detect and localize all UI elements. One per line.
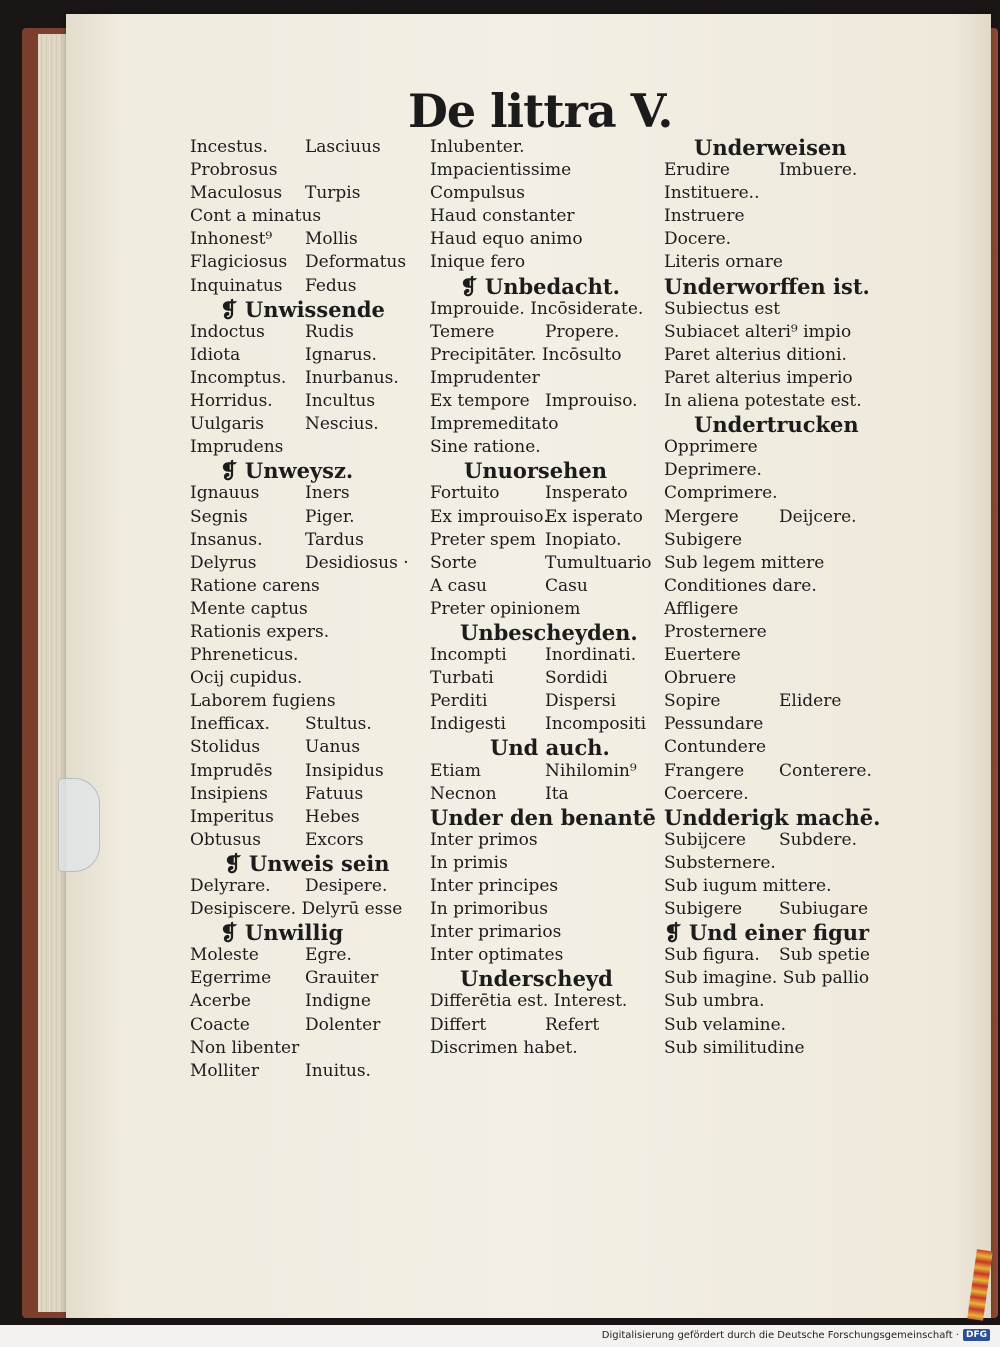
- entry-synonym: Propere.: [545, 321, 620, 342]
- section-heading: ❡ Unweis sein: [224, 850, 390, 876]
- bookmark-clip: [58, 778, 100, 872]
- entry-word: Sine ratione.: [430, 437, 541, 458]
- entry-line: [190, 575, 420, 598]
- entry-line: [664, 990, 894, 1013]
- entry-line: [190, 1037, 420, 1060]
- entry-synonym: Incultus: [305, 391, 376, 412]
- entry-word: Imprudēs: [190, 760, 273, 781]
- entry-line: [664, 159, 894, 182]
- entry-line: [190, 736, 420, 759]
- entry-word: Literis ornare: [664, 252, 783, 273]
- entry-synonym: Lasciuus: [305, 137, 381, 157]
- entry-word: Coercere.: [664, 783, 749, 804]
- entry-synonym: Egre.: [305, 945, 352, 966]
- entry-synonym: Grauiter: [305, 968, 379, 989]
- entry-line: [190, 713, 420, 736]
- entry-line: [430, 390, 662, 413]
- section-heading: Undderigk machē.: [664, 804, 881, 830]
- entry-word: Paret alterius imperio: [664, 367, 853, 388]
- entry-word: Sub figura.: [664, 945, 760, 966]
- page-title: De littra V.: [408, 84, 673, 138]
- entry-line: [430, 829, 662, 852]
- section-heading: Undertrucken: [694, 412, 859, 438]
- entry-line: [430, 1037, 662, 1060]
- entry-line: [664, 390, 894, 413]
- entry-line: [664, 644, 894, 667]
- entry-word: Incomptus.: [190, 367, 287, 388]
- entry-word: Ratione carens: [190, 575, 320, 596]
- entry-line: [190, 275, 420, 298]
- entry-word: Docere.: [664, 229, 732, 250]
- section-heading: Under den benantē: [430, 804, 656, 830]
- entry-line: [664, 228, 894, 251]
- section-heading: ❡ Unwillig: [220, 920, 344, 946]
- entry-word: Sub iugum mittere.: [664, 876, 832, 896]
- entry-line: [430, 529, 662, 552]
- entry-line: [190, 506, 420, 529]
- entry-word: Haud equo animo: [430, 229, 583, 250]
- entry-line: [430, 875, 662, 898]
- entry-synonym: Deijcere.: [779, 506, 857, 527]
- section-heading: Underscheyd: [460, 966, 613, 992]
- entry-line: [430, 182, 662, 205]
- entry-synonym: Casu: [545, 575, 588, 596]
- entry-synonym: Inurbanus.: [305, 367, 399, 388]
- entry-word: Inhonest⁹: [190, 229, 273, 250]
- entry-word: Sub similitudine: [664, 1037, 805, 1058]
- entry-line: [664, 783, 894, 806]
- entry-synonym: Elidere: [779, 691, 842, 712]
- entry-synonym: Inuitus.: [305, 1060, 371, 1081]
- entry-line: [664, 736, 894, 759]
- entry-line: [664, 182, 894, 205]
- entry-line: [664, 713, 894, 736]
- entry-line: [430, 367, 662, 390]
- entry-line: [430, 506, 662, 529]
- entry-line: [664, 944, 894, 967]
- entry-line: [430, 760, 662, 783]
- entry-line: [664, 321, 894, 344]
- entry-word: Impremeditato: [430, 414, 559, 435]
- section-heading: Und auch.: [490, 735, 610, 761]
- entry-synonym: Sordidi: [545, 668, 608, 689]
- entry-word: Pessundare: [664, 714, 764, 735]
- entry-synonym: Ita: [545, 783, 569, 804]
- entry-line: [664, 875, 894, 898]
- entry-word: Insanus.: [190, 529, 263, 550]
- entry-line: [190, 321, 420, 344]
- entry-line: [190, 898, 420, 921]
- entry-synonym: Subiugare: [779, 899, 869, 920]
- entry-word: Indigesti: [430, 714, 506, 735]
- entry-line: [430, 921, 662, 944]
- entry-line: [190, 205, 420, 228]
- entry-synonym: Incompositi: [545, 714, 647, 735]
- section-heading: Unuorsehen: [464, 458, 608, 484]
- entry-word: Probrosus: [190, 160, 278, 181]
- entry-line: [430, 159, 662, 182]
- entry-word: Subigere: [664, 529, 743, 550]
- entry-line: [664, 205, 894, 228]
- entry-line: [664, 1037, 894, 1060]
- entry-word: Paret alterius ditioni.: [664, 344, 847, 365]
- entry-line: [190, 990, 420, 1013]
- entry-line: [664, 436, 894, 459]
- entry-line: [664, 621, 894, 644]
- entry-line: [190, 228, 420, 251]
- entry-word: Cont a minatus: [190, 206, 322, 227]
- entry-word: Improuide. Incōsiderate.: [430, 298, 644, 319]
- entry-synonym: Stultus.: [305, 714, 372, 735]
- entry-word: Instruere: [664, 206, 745, 227]
- entry-word: Opprimere: [664, 437, 758, 458]
- entry-word: Ex tempore: [430, 391, 530, 412]
- entry-word: Comprimere.: [664, 483, 778, 504]
- entry-synonym: Fatuus: [305, 783, 364, 804]
- entry-word: Fortuito: [430, 483, 500, 504]
- entry-word: Inter principes: [430, 876, 559, 896]
- entry-synonym: Improuiso.: [545, 391, 638, 412]
- entry-line: [664, 251, 894, 274]
- entry-synonym: Imbuere.: [779, 160, 858, 181]
- entry-line: [664, 667, 894, 690]
- entry-line: [664, 529, 894, 552]
- entry-line: [664, 298, 894, 321]
- entry-synonym: Rudis: [305, 321, 354, 342]
- entry-word: Mergere: [664, 506, 739, 527]
- entry-synonym: Indigne: [305, 991, 371, 1012]
- entry-word: Substernere.: [664, 852, 776, 873]
- entry-synonym: Iners: [305, 483, 350, 504]
- entry-synonym: Dolenter: [305, 1014, 381, 1035]
- entry-word: Maculosus: [190, 183, 283, 204]
- entry-word: In primoribus: [430, 899, 548, 920]
- entry-line: [664, 967, 894, 990]
- entry-word: Obruere: [664, 668, 737, 689]
- entry-line: [664, 506, 894, 529]
- entry-line: [430, 783, 662, 806]
- entry-word: Stolidus: [190, 737, 261, 758]
- entry-word: Inique fero: [430, 252, 526, 273]
- entry-word: Uulgaris: [190, 414, 265, 435]
- section-heading: Underworffen ist.: [664, 273, 870, 299]
- entry-synonym: Tardus: [305, 529, 364, 550]
- section-heading: ❡ Unwissende: [220, 296, 385, 322]
- entry-word: Coacte: [190, 1014, 250, 1035]
- entry-line: [430, 251, 662, 274]
- entry-line: [190, 251, 420, 274]
- entry-synonym: Deformatus: [305, 252, 407, 273]
- entry-word: Non libenter: [190, 1037, 300, 1058]
- entry-line: [190, 436, 420, 459]
- entry-line: [430, 205, 662, 228]
- entry-line: [664, 852, 894, 875]
- entry-word: Imprudens: [190, 437, 284, 458]
- entry-line: [664, 829, 894, 852]
- entry-word: Inter primos: [430, 829, 538, 850]
- entry-line: [190, 783, 420, 806]
- entry-line: [430, 136, 662, 159]
- entry-synonym: Mollis: [305, 229, 358, 250]
- entry-word: Ocij cupidus.: [190, 668, 303, 689]
- entry-synonym: Nescius.: [305, 414, 379, 435]
- entry-word: Subijcere: [664, 829, 746, 850]
- entry-word: Incompti: [430, 645, 507, 666]
- entry-word: Erudire: [664, 160, 730, 181]
- column-2: [430, 136, 662, 1060]
- entry-word: Impacientissime: [430, 160, 572, 181]
- entry-word: In primis: [430, 852, 508, 873]
- entry-line: [430, 990, 662, 1013]
- entry-word: Turbati: [430, 668, 494, 689]
- entry-line: [430, 482, 662, 505]
- entry-word: Instituere..: [664, 183, 760, 204]
- entry-word: Indoctus: [190, 321, 265, 342]
- entry-word: Inlubenter.: [430, 137, 525, 157]
- entry-synonym: Tumultuario: [545, 552, 652, 573]
- entry-word: Subigere: [664, 899, 743, 920]
- entry-word: Inefficax.: [190, 714, 270, 735]
- entry-line: [430, 344, 662, 367]
- section-heading: Unbescheyden.: [460, 619, 638, 645]
- entry-line: [430, 644, 662, 667]
- entry-line: [190, 1060, 420, 1083]
- entry-word: Euertere: [664, 645, 741, 666]
- entry-line: [664, 482, 894, 505]
- entry-synonym: Insperato: [545, 483, 628, 504]
- entry-word: Inquinatus: [190, 275, 283, 296]
- entry-line: [190, 136, 420, 159]
- entry-line: [190, 182, 420, 205]
- entry-synonym: Nihilomin⁹: [545, 760, 637, 781]
- entry-line: [190, 159, 420, 182]
- entry-line: [664, 344, 894, 367]
- entry-line: [430, 690, 662, 713]
- entry-word: Mente captus: [190, 598, 308, 619]
- entry-line: [190, 552, 420, 575]
- entry-line: [430, 228, 662, 251]
- entry-word: Insipiens: [190, 783, 268, 804]
- entry-word: Sub velamine.: [664, 1014, 787, 1035]
- entry-word: Necnon: [430, 783, 497, 804]
- entry-line: [190, 644, 420, 667]
- entry-line: [664, 690, 894, 713]
- entry-line: [190, 875, 420, 898]
- entry-word: Frangere: [664, 760, 745, 781]
- entry-synonym: Desidiosus ·: [305, 552, 409, 573]
- section-heading: ❡ Unweysz.: [220, 458, 354, 484]
- entry-word: Differētia est. Interest.: [430, 991, 628, 1012]
- entry-word: Sorte: [430, 552, 477, 573]
- entry-word: Acerbe: [190, 991, 251, 1012]
- entry-word: Subiectus est: [664, 298, 781, 319]
- entry-line: [664, 552, 894, 575]
- entry-line: [430, 667, 662, 690]
- entry-synonym: Inordinati.: [545, 645, 637, 666]
- entry-word: Moleste: [190, 945, 259, 966]
- entry-line: [430, 298, 662, 321]
- entry-line: [190, 967, 420, 990]
- dfg-logo: DFG: [963, 1329, 990, 1341]
- entry-line: [430, 436, 662, 459]
- entry-word: In aliena potestate est.: [664, 391, 862, 412]
- entry-line: [190, 667, 420, 690]
- entry-line: [430, 598, 662, 621]
- entry-line: [190, 344, 420, 367]
- footer-credit: [602, 1327, 990, 1343]
- entry-word: Preter opinionem: [430, 598, 581, 619]
- entry-word: Affligere: [664, 598, 739, 619]
- entry-line: [190, 829, 420, 852]
- entry-line: [430, 898, 662, 921]
- entry-word: Rationis expers.: [190, 621, 330, 642]
- entry-line: [430, 552, 662, 575]
- footer-text: Digitalisierung gefördert durch die Deutsche Forschungsgemeinschaft ·: [601, 1329, 959, 1341]
- entry-word: Desipiscere. Delyrū esse: [190, 899, 403, 920]
- entry-word: Incestus.: [190, 137, 268, 157]
- entry-word: Inter optimates: [430, 945, 564, 966]
- entry-word: Perditi: [430, 691, 488, 712]
- entry-line: [430, 944, 662, 967]
- entry-line: [430, 413, 662, 436]
- entry-word: Prosternere: [664, 621, 767, 642]
- entry-word: Preter spem: [430, 529, 536, 550]
- entry-line: [430, 713, 662, 736]
- entry-word: Imperitus: [190, 806, 274, 827]
- entry-word: Differt: [430, 1014, 487, 1035]
- entry-word: Ignauus: [190, 483, 260, 504]
- entry-line: [430, 321, 662, 344]
- entry-word: Phreneticus.: [190, 645, 299, 666]
- entry-line: [190, 529, 420, 552]
- entry-synonym: Sub spetie: [779, 945, 870, 966]
- entry-line: [664, 898, 894, 921]
- entry-word: Sopire: [664, 691, 721, 712]
- entry-word: Precipitāter. Incōsulto: [430, 344, 622, 365]
- entry-line: [430, 852, 662, 875]
- entry-synonym: Conterere.: [779, 760, 872, 781]
- entry-line: [190, 690, 420, 713]
- entry-synonym: Turpis: [305, 183, 361, 204]
- entry-word: Imprudenter: [430, 367, 540, 388]
- entry-synonym: Ignarus.: [305, 344, 377, 365]
- entry-word: Haud constanter: [430, 206, 575, 227]
- entry-word: Ex improuiso.: [430, 506, 549, 527]
- entry-word: Compulsus: [430, 183, 526, 204]
- entry-word: Sub legem mittere: [664, 552, 825, 573]
- entry-word: A casu: [430, 575, 488, 596]
- entry-word: Delyrare.: [190, 876, 271, 896]
- entry-word: Inter primarios: [430, 922, 562, 943]
- entry-line: [664, 459, 894, 482]
- column-1: [190, 136, 420, 1083]
- entry-synonym: Ex isperato: [545, 506, 643, 527]
- entry-synonym: Hebes: [305, 806, 360, 827]
- entry-line: [190, 1014, 420, 1037]
- entry-line: [190, 806, 420, 829]
- entry-line: [190, 482, 420, 505]
- entry-word: Flagiciosus: [190, 252, 288, 273]
- entry-word: Contundere: [664, 737, 767, 758]
- entry-synonym: Uanus: [305, 737, 361, 758]
- entry-word: Obtusus: [190, 829, 261, 850]
- entry-word: Idiota: [190, 344, 241, 365]
- entry-word: Delyrus: [190, 552, 257, 573]
- section-heading: ❡ Unbedacht.: [460, 273, 620, 299]
- entry-word: Segnis: [190, 506, 248, 527]
- entry-synonym: Subdere.: [779, 829, 858, 850]
- entry-line: [430, 1014, 662, 1037]
- entry-line: [190, 621, 420, 644]
- entry-synonym: Fedus: [305, 275, 357, 296]
- entry-line: [664, 367, 894, 390]
- entry-word: Egerrime: [190, 968, 272, 989]
- entry-word: Laborem fugiens: [190, 691, 336, 712]
- entry-line: [190, 367, 420, 390]
- entry-word: Horridus.: [190, 391, 273, 412]
- entry-line: [190, 390, 420, 413]
- entry-line: [190, 413, 420, 436]
- entry-line: [430, 575, 662, 598]
- entry-synonym: Refert: [545, 1014, 600, 1035]
- entry-word: Etiam: [430, 760, 481, 781]
- entry-line: [190, 760, 420, 783]
- entry-word: Molliter: [190, 1060, 259, 1081]
- entry-line: [664, 760, 894, 783]
- entry-synonym: Desipere.: [305, 876, 388, 896]
- entry-line: [664, 1014, 894, 1037]
- entry-line: [664, 598, 894, 621]
- entry-word: Temere: [430, 321, 495, 342]
- entry-line: [190, 944, 420, 967]
- entry-word: Discrimen habet.: [430, 1037, 578, 1058]
- entry-word: Sub imagine. Sub pallio: [664, 968, 870, 989]
- section-heading: Underweisen: [694, 135, 847, 160]
- entry-synonym: Piger.: [305, 506, 355, 527]
- entry-synonym: Insipidus: [305, 760, 384, 781]
- entry-word: Deprimere.: [664, 460, 762, 481]
- entry-line: [664, 575, 894, 598]
- entry-word: Subiacet alteri⁹ impio: [664, 321, 852, 342]
- column-3: [664, 136, 894, 1060]
- entry-word: Sub umbra.: [664, 991, 765, 1012]
- entry-synonym: Excors: [305, 829, 364, 850]
- entry-synonym: Dispersi: [545, 691, 617, 712]
- entry-line: [190, 598, 420, 621]
- entry-word: Conditiones dare.: [664, 575, 817, 596]
- entry-synonym: Inopiato.: [545, 529, 622, 550]
- section-heading: ❡ Und einer figur: [664, 920, 870, 946]
